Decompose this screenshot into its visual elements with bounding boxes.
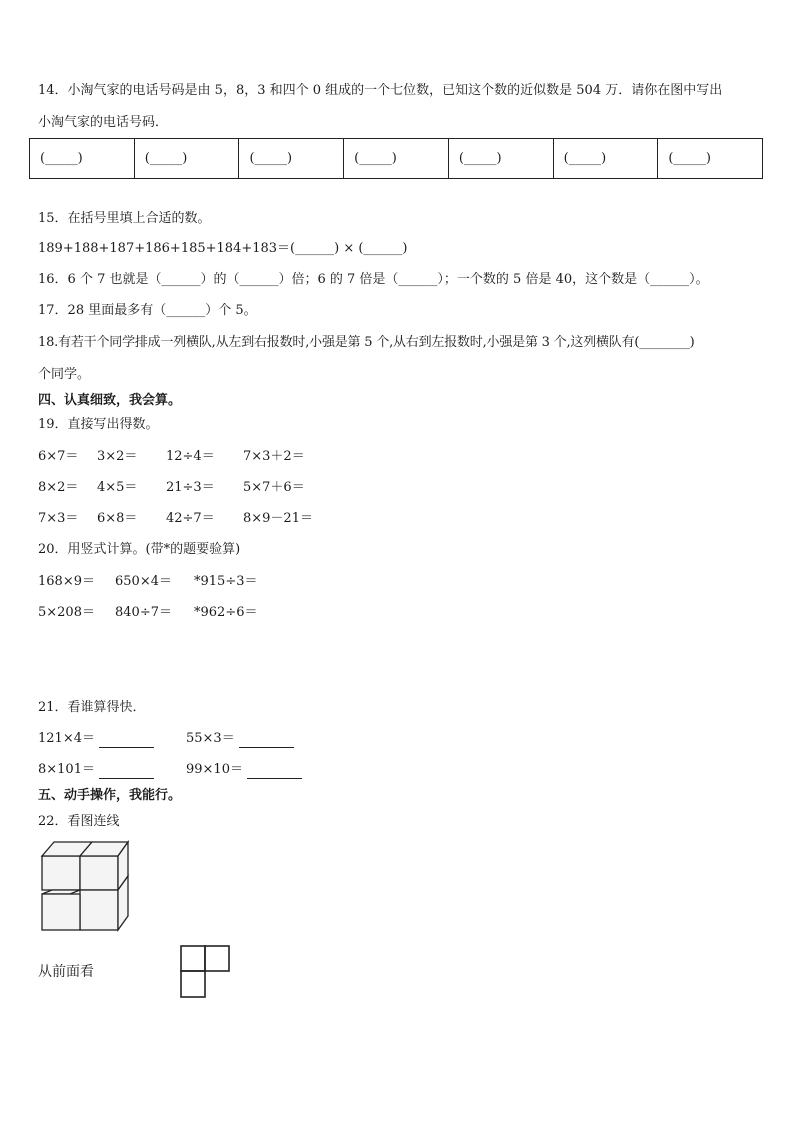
q19-item: 42÷7＝: [166, 511, 215, 526]
answer-blank[interactable]: [99, 733, 154, 748]
q16-text: 16．6 个 7 也就是（______）的（______）倍；6 的 7 倍是（______）；一个数的 5 倍是 40，这个数是（______）。: [38, 272, 709, 287]
q21-item: [38, 730, 154, 748]
q19-title: 19．直接写出得数。: [38, 417, 159, 432]
q19-item: 8×9－21＝: [243, 511, 313, 526]
q18-text-line2: 个同学。: [38, 367, 91, 382]
front-view-label: 从前面看: [38, 964, 94, 980]
q19-item: 12÷4＝: [166, 449, 215, 464]
q19-item: 8×2＝: [38, 480, 79, 495]
cube-stack-figure: [38, 838, 130, 934]
q20-item: *962÷6＝: [194, 605, 258, 620]
q14-text-line1: 14．小淘气家的电话号码是由 5，8，3 和四个 0 组成的一个七位数，已知这个数的近似数是 504 万．请你在图中写出: [38, 83, 723, 98]
section-5-heading: 五、动手操作，我能行。: [38, 788, 182, 803]
q19-item: 6×7＝: [38, 449, 79, 464]
q20-title: 20．用竖式计算。(带*的题要验算): [38, 542, 241, 557]
q19-item: 7×3＋2＝: [243, 449, 305, 464]
q17-text: 17．28 里面最多有（______）个 5。: [38, 303, 257, 318]
answer-blank[interactable]: [247, 764, 302, 779]
answer-cell-2[interactable]: (_____): [135, 139, 240, 178]
answer-cell-3[interactable]: (_____): [239, 139, 344, 178]
q15-expression: 189+188+187+186+185+184+183＝(______) × (______): [38, 241, 408, 256]
q14-text-line2: 小淘气家的电话号码．: [38, 115, 169, 130]
phone-number-table: [29, 138, 763, 179]
q20-item: 650×4＝: [115, 574, 172, 589]
q20-item: *915÷3＝: [194, 574, 258, 589]
q21-expression: 99×10＝: [186, 762, 243, 777]
answer-cell-4[interactable]: (_____): [344, 139, 449, 178]
q20-item: 840÷7＝: [115, 605, 172, 620]
q21-expression: 55×3＝: [186, 731, 235, 746]
answer-blank[interactable]: [99, 764, 154, 779]
q15-title: 15．在括号里填上合适的数。: [38, 211, 211, 226]
q21-expression: 8×101＝: [38, 762, 95, 777]
q21-expression: 121×4＝: [38, 731, 95, 746]
answer-cell-5[interactable]: (_____): [449, 139, 554, 178]
q21-item: [38, 761, 154, 779]
q19-item: 5×7＋6＝: [243, 480, 305, 495]
q19-item: 21÷3＝: [166, 480, 215, 495]
q19-item: 7×3＝: [38, 511, 79, 526]
q21-item: [186, 730, 294, 748]
q19-item: 3×2＝: [97, 449, 138, 464]
q21-item: [186, 761, 302, 779]
q22-title: 22．看图连线: [38, 814, 120, 829]
q19-item: 6×8＝: [97, 511, 138, 526]
answer-cell-7[interactable]: (_____): [668, 151, 711, 166]
q19-item: 4×5＝: [97, 480, 138, 495]
section-4-heading: 四、认真细致，我会算。: [38, 393, 182, 408]
answer-cell-1[interactable]: (_____): [30, 139, 135, 178]
answer-cell-6[interactable]: (_____): [554, 139, 659, 178]
answer-blank[interactable]: [239, 733, 294, 748]
q21-title: 21．看谁算得快．: [38, 700, 146, 715]
q20-item: 5×208＝: [38, 605, 95, 620]
q18-text-line1: 18.有若干个同学排成一列横队,从左到右报数时,小强是第 5 个,从右到左报数时,小强是第 3 个,这列横队有(________): [38, 335, 695, 350]
q20-item: 168×9＝: [38, 574, 95, 589]
front-view-figure: [179, 944, 231, 1000]
